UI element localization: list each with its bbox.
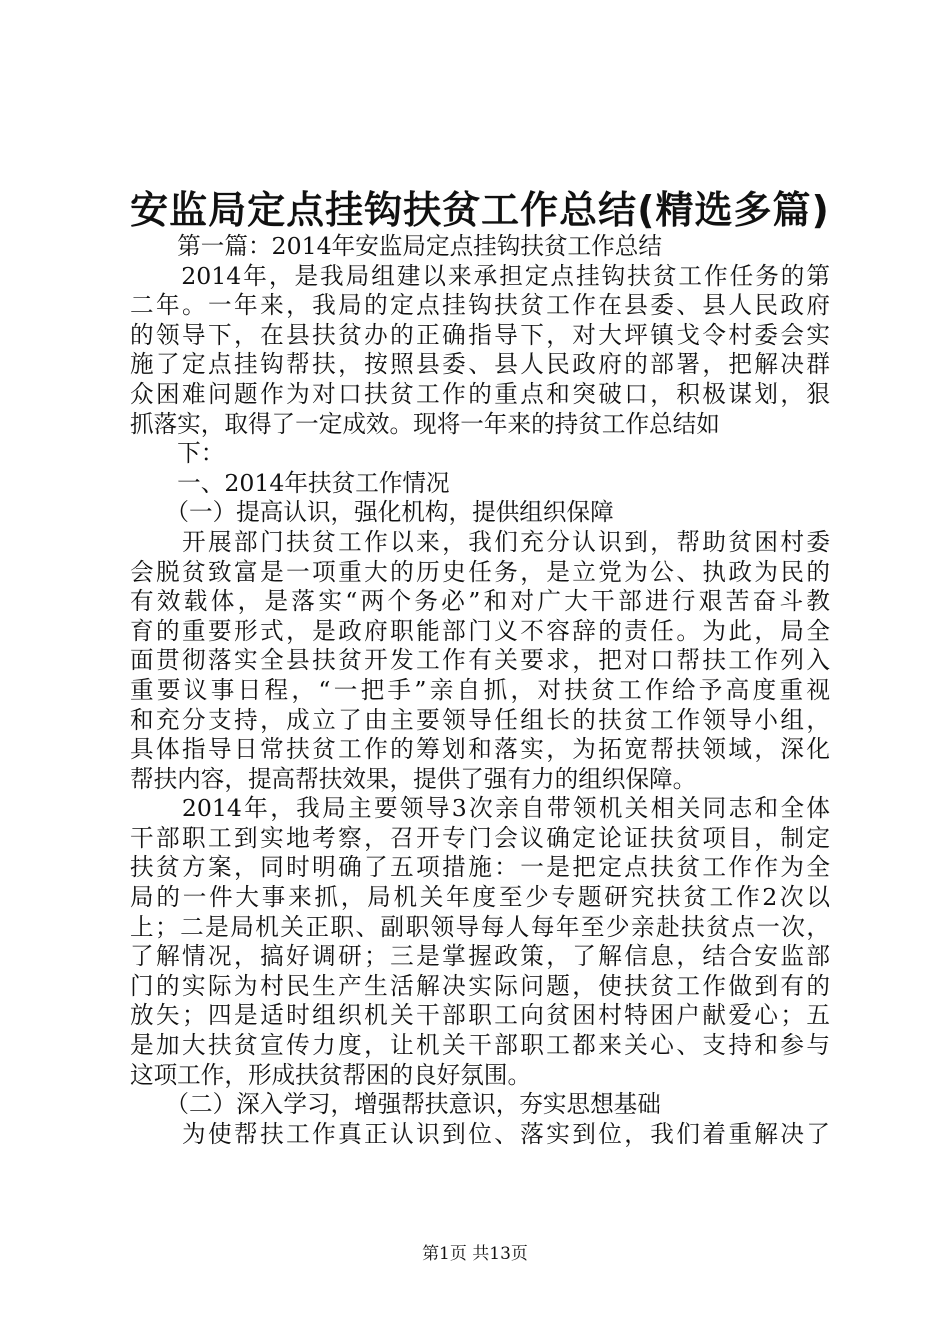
text-line: 了解情况，搞好调研；三是掌握政策，了解信息，结合安监部 (130, 942, 830, 971)
text-line: 局的一件大事来抓，局机关年度至少专题研究扶贫工作2次以 (130, 883, 830, 912)
text-line: 和充分支持，成立了由主要领导任组长的扶贫工作领导小组， (130, 705, 830, 734)
text-line: 有效载体，是落实“两个务必”和对广大干部进行艰苦奋斗教 (130, 587, 830, 616)
page-footer: 第1页 共13页 (422, 1244, 528, 1264)
text-line: 放矢；四是适时组织机关干部职工向贫困村特困户献爱心；五 (130, 1001, 830, 1030)
text-line: 重要议事日程，“一把手”亲自抓，对扶贫工作给予高度重视 (130, 675, 830, 704)
text-line: 为使帮扶工作真正认识到位、落实到位，我们着重解决了 (130, 1119, 830, 1148)
text-line: 众困难问题作为对口扶贫工作的重点和突破口，积极谋划，狠 (130, 379, 830, 408)
text-line: 上；二是局机关正职、副职领导每人每年至少亲赴扶贫点一次， (130, 912, 830, 941)
text-line: 2014年，我局主要领导3次亲自带领机关相关同志和全体 (130, 794, 830, 823)
text-line: 育的重要形式，是政府职能部门义不容辞的责任。为此，局全 (130, 616, 830, 645)
text-line: 2014年，是我局组建以来承担定点挂钩扶贫工作任务的第 (130, 261, 830, 290)
text-line: 门的实际为村民生产生活解决实际问题，使扶贫工作做到有的 (130, 971, 830, 1000)
text-line: 具体指导日常扶贫工作的筹划和落实，为拓宽帮扶领域，深化 (130, 735, 830, 764)
text-line: 的领导下，在县扶贫办的正确指导下，对大坪镇戈令村委会实 (130, 320, 830, 349)
document-body (130, 232, 830, 1149)
text-line: 这项工作，形成扶贫帮困的良好氛围。 (130, 1060, 532, 1089)
document-title: 安监局定点挂钩扶贫工作总结(精选多篇) (130, 188, 830, 232)
text-line: 施了定点挂钩帮扶，按照县委、县人民政府的部署，把解决群 (130, 350, 830, 379)
text-line: （二）深入学习，增强帮扶意识，夯实思想基础 (130, 1090, 661, 1119)
text-line: 扶贫方案，同时明确了五项措施：一是把定点扶贫工作作为全 (130, 853, 830, 882)
text-line: 干部职工到实地考察，召开专门会议确定论证扶贫项目，制定 (130, 823, 830, 852)
text-line: 是加大扶贫宣传力度，让机关干部职工都来关心、支持和参与 (130, 1031, 830, 1060)
text-line: 一、2014年扶贫工作情况 (130, 468, 450, 497)
text-line: 面贯彻落实全县扶贫开发工作有关要求，把对口帮扶工作列入 (130, 646, 830, 675)
text-line: （一）提高认识，强化机构，提供组织保障 (130, 498, 614, 527)
text-line: 二年。一年来，我局的定点挂钩扶贫工作在县委、县人民政府 (130, 291, 830, 320)
text-line: 帮扶内容，提高帮扶效果，提供了强有力的组织保障。 (130, 764, 697, 793)
text-line: 下： (130, 439, 225, 468)
text-line: 抓落实，取得了一定成效。现将一年来的持贫工作总结如 (130, 409, 720, 438)
text-line: 会脱贫致富是一项重大的历史任务，是立党为公、执政为民的 (130, 557, 830, 586)
text-line: 开展部门扶贫工作以来，我们充分认识到，帮助贫困村委 (130, 527, 830, 556)
text-line: 第一篇：2014年安监局定点挂钩扶贫工作总结 (130, 232, 662, 260)
